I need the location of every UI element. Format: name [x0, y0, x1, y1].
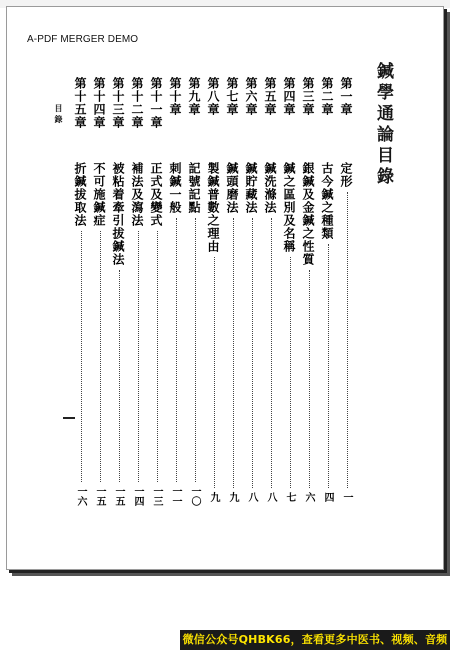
toc-topic-label: 折鍼拔取法 [73, 162, 87, 227]
toc-chapter-label: 第九章 [187, 77, 201, 116]
toc-page-number: 一五 [113, 486, 124, 506]
toc-entry[interactable] [148, 77, 170, 517]
toc-entry[interactable] [319, 77, 341, 517]
toc-topic-label: 正式及變式 [149, 162, 163, 227]
pdf-page [6, 6, 444, 570]
toc-page-number: 一三 [151, 486, 162, 506]
toc-entry[interactable] [205, 77, 227, 517]
toc-page-number: 一五 [94, 486, 105, 506]
toc-chapter-label: 第八章 [206, 77, 220, 116]
toc-leader-dots [290, 257, 292, 488]
toc-leader-dots [176, 218, 178, 482]
toc-topic-label: 鍼洗滌法 [263, 162, 277, 214]
toc-entry[interactable] [129, 77, 151, 517]
toc-page-number: 九 [208, 492, 219, 502]
toc-leader-dots [81, 231, 83, 482]
toc-topic-label: 定形 [339, 162, 353, 188]
toc-topic-label: 記號記點 [187, 162, 201, 214]
toc-topic-label: 被粘着牽引拔鍼法 [111, 162, 125, 266]
toc-chapter-label: 第十二章 [130, 77, 144, 129]
toc-leader-dots [252, 218, 254, 488]
toc-chapter-label: 第四章 [282, 77, 296, 116]
toc-leader-dots [214, 257, 216, 488]
toc-page-number: 八 [265, 492, 276, 502]
toc-entry[interactable] [243, 77, 265, 517]
margin-label: 目錄 [54, 104, 64, 126]
toc-entry[interactable] [72, 77, 94, 517]
toc-leader-dots [157, 231, 159, 482]
toc-page-number: 一四 [132, 486, 143, 506]
toc-chapter-label: 第一章 [339, 77, 353, 116]
toc-page-number: 六 [303, 492, 314, 502]
toc-chapter-label: 第十章 [168, 77, 182, 116]
toc-page-number: 一 [341, 492, 352, 502]
toc-topic-label: 銀鍼及金鍼之性質 [301, 162, 315, 266]
folio-mark [63, 417, 75, 419]
toc-leader-dots [138, 231, 140, 482]
toc-leader-dots [233, 218, 235, 488]
toc-entry[interactable] [300, 77, 322, 517]
toc-chapter-label: 第十四章 [92, 77, 106, 129]
toc-leader-dots [119, 270, 121, 482]
toc-chapter-label: 第十一章 [149, 77, 163, 129]
toc-entry[interactable] [338, 77, 360, 517]
toc-chapter-label: 第五章 [263, 77, 277, 116]
toc-chapter-label: 第六章 [244, 77, 258, 116]
toc-chapter-label: 第十三章 [111, 77, 125, 129]
toc-entry[interactable] [186, 77, 208, 517]
toc-topic-label: 刺鍼一般 [168, 162, 182, 214]
toc-entry[interactable] [91, 77, 113, 517]
toc-page-number: 九 [227, 492, 238, 502]
toc-page-number: 一六 [75, 486, 86, 506]
toc-topic-label: 鍼頭磨法 [225, 162, 239, 214]
toc-title: 鍼學通論目錄 [373, 62, 393, 188]
toc-leader-dots [347, 192, 349, 488]
toc-leader-dots [100, 231, 102, 482]
toc-page-number: 一〇 [189, 486, 200, 506]
promo-banner[interactable]: 微信公众号QHBK66，查看更多中医书、视频、音频 [180, 630, 450, 650]
toc-entry[interactable] [110, 77, 132, 517]
toc-entry[interactable] [281, 77, 303, 517]
toc-entry[interactable] [167, 77, 189, 517]
toc-topic-label: 不可施鍼症 [92, 162, 106, 227]
toc-entry[interactable] [224, 77, 246, 517]
toc-leader-dots [328, 244, 330, 488]
toc-topic-label: 製鍼普數之理由 [206, 162, 220, 253]
toc-chapter-label: 第三章 [301, 77, 315, 116]
toc-page-number: 八 [246, 492, 257, 502]
toc-page-number: 四 [322, 492, 333, 502]
toc-leader-dots [271, 218, 273, 488]
toc-leader-dots [195, 218, 197, 482]
watermark-text: A-PDF MERGER DEMO [27, 34, 139, 45]
toc-leader-dots [309, 270, 311, 488]
toc-entry[interactable] [262, 77, 284, 517]
toc-topic-label: 鍼之區別及名稱 [282, 162, 296, 253]
toc-page-number: 七 [284, 492, 295, 502]
toc-topic-label: 補法及瀉法 [130, 162, 144, 227]
toc-page-number: 一一 [170, 486, 181, 506]
toc-chapter-label: 第十五章 [73, 77, 87, 129]
toc-topic-label: 鍼貯藏法 [244, 162, 258, 214]
toc-chapter-label: 第二章 [320, 77, 334, 116]
toc-topic-label: 古今鍼之種類 [320, 162, 334, 240]
toc-chapter-label: 第七章 [225, 77, 239, 116]
